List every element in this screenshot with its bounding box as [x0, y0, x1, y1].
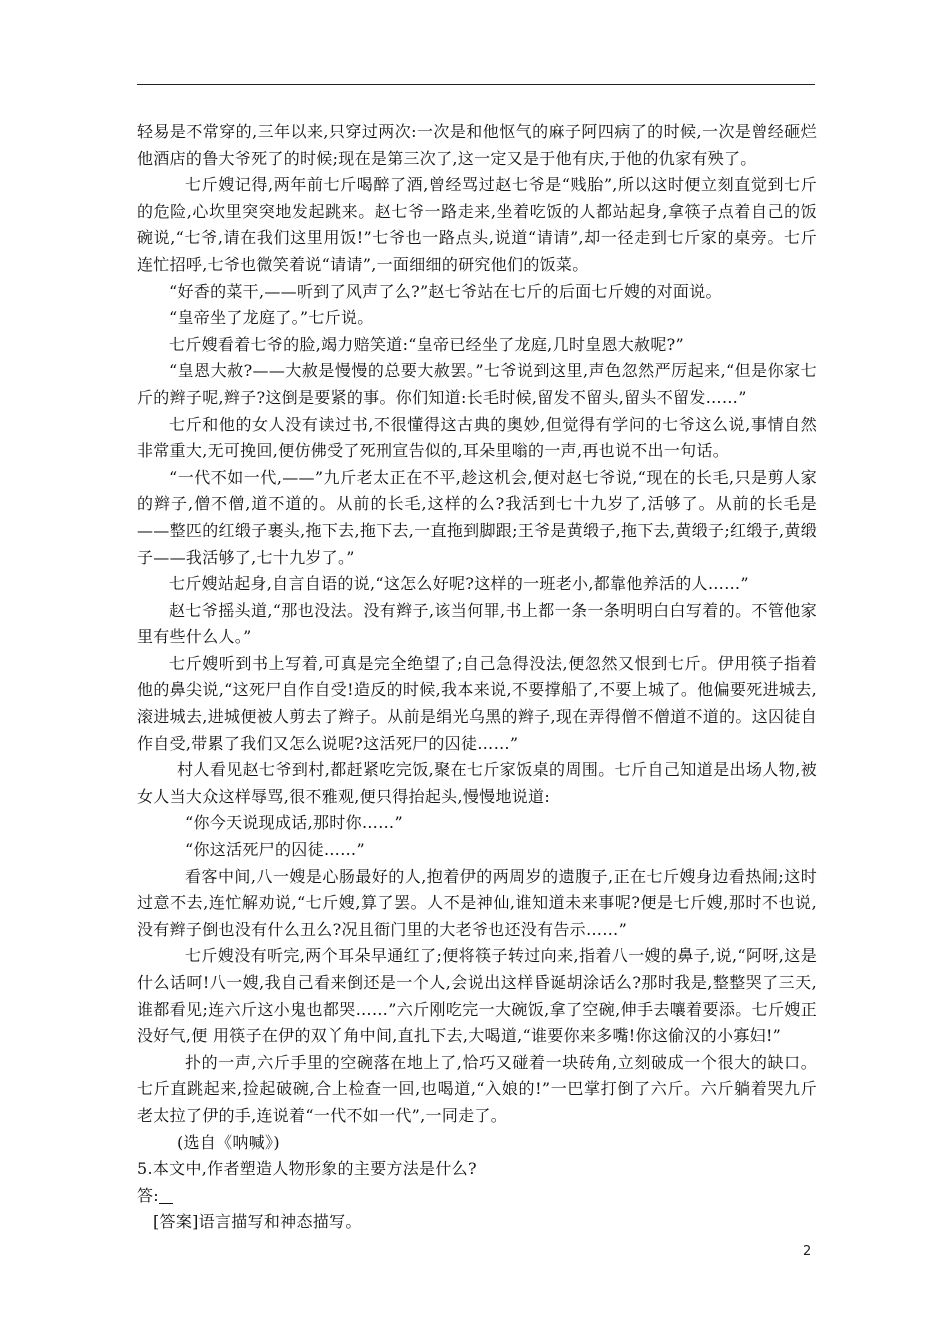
paragraph: “一代不如一代,——”九斤老太正在不平,趁这机会,便对赵七爷说,“现在的长毛,只是剪人家的辫子,僧不僧,道不道的。从前的长毛,这样的么?我活到七十九岁了,活够了。从前的长毛是——整匹的红缎子裹头,拖下去,拖下去,一直拖到脚跟;王爷是黄缎子,拖下去,黄缎子;红缎子,黄缎子——我活够了,七十九岁了。”: [137, 467, 817, 567]
answer-blank: [159, 1187, 173, 1204]
paragraph: 七斤和他的女人没有读过书,不很懂得这古典的奥妙,但觉得有学问的七爷这么说,事情自然非常重大,无可挽回,便仿佛受了死刑宣告似的,耳朵里嗡的一声,再也说不出一句话。: [137, 414, 817, 461]
answer-prefix: 答:: [137, 1185, 159, 1205]
page-number: 2: [803, 1244, 812, 1259]
header-rule: [137, 84, 815, 85]
answer-text: [答案]语言描写和神态描写。: [153, 1212, 362, 1232]
paragraph: 七斤嫂记得,两年前七斤喝醉了酒,曾经骂过赵七爷是“贱胎”,所以这时便立刻直觉到七斤的危险,心坎里突突地发起跳来。赵七爷一路走来,坐着吃饭的人都站起身,拿筷子点着自己的饭碗说,“七爷,请在我们这里用饭!”七爷也一路点头,说道“请请”,却一径走到七斤家的桌旁。七斤连忙招呼,七爷也微笑着说“请请”,一面细细的研究他们的饭菜。: [137, 175, 817, 274]
paragraph: 七斤嫂站起身,自言自语的说,“这怎么好呢?这样的一班老小,都靠他养活的人……”: [169, 574, 749, 594]
document-body: [137, 119, 817, 1236]
paragraph: 轻易是不常穿的,三年以来,只穿过两次:一次是和他怄气的麻子阿四病了的时候,一次是曾经砸烂他酒店的鲁大爷死了的时候;现在是第三次了,这一定又是于他有庆,于他的仇家有殃了。: [137, 122, 817, 168]
paragraph: “你这活死尸的囚徒……”: [185, 840, 365, 860]
paragraph: 七斤嫂没有听完,两个耳朵早通红了;便将筷子转过向来,指着八一嫂的鼻子,说,“阿呀,这是什么话呵!八一嫂,我自己看来倒还是一个人,会说出这样昏诞胡涂话么?那时我是,整整哭了三天,谁都看见;连六斤这小鬼也都哭……”六斤刚吃完一大碗饭,拿了空碗,伸手去嚷着要添。七斤嫂正没好气,便 用筷子在伊的双丫角中间,直扎下去,大喝道,“谁要你来多嘴!你这偷汉的小寡妇!”: [137, 946, 817, 1046]
paragraph: 扑的一声,六斤手里的空碗落在地上了,恰巧又碰着一块砖角,立刻破成一个很大的缺口。七斤直跳起来,捡起破碗,合上检查一回,也喝道,“入娘的!”一巴掌打倒了六斤。六斤躺着哭九斤老太拉了伊的手,连说着“一代不如一代”,一同走了。: [137, 1052, 817, 1125]
paragraph: “你今天说现成话,那时你……”: [185, 813, 403, 833]
paragraph: 村人看见赵七爷到村,都赶紧吃完饭,聚在七斤家饭桌的周围。七斤自己知道是出场人物,被女人当大众这样辱骂,很不雅观,便只得抬起头,慢慢地说道:: [137, 760, 817, 806]
paragraph: “皇恩大赦?——大赦是慢慢的总要大赦罢。”七爷说到这里,声色忽然严厉起来,“但是你家七斤的辫子呢,辫子?这倒是要紧的事。你们知道:长毛时候,留发不留头,留头不留发……”: [137, 361, 817, 407]
answer-line: [137, 1183, 817, 1210]
source-citation: (选自《呐喊》): [177, 1132, 280, 1152]
paragraph: 七斤嫂听到书上写着,可真是完全绝望了;自己急得没法,便忽然又恨到七斤。伊用筷子指着他的鼻尖说,“这死尸自作自受!造反的时候,我本来说,不要撑船了,不要上城了。他偏要死进城去,滚进城去,进城便被人剪去了辫子。从前是绢光乌黑的辫子,现在弄得僧不僧道不道的。这囚徒自作自受,带累了我们又怎么说呢?这活死尸的囚徒……”: [137, 653, 817, 753]
paragraph: 看客中间,八一嫂是心肠最好的人,抱着伊的两周岁的遗腹子,正在七斤嫂身边看热闹;这时过意不去,连忙解劝说,“七斤嫂,算了罢。人不是神仙,谁知道未来事呢?便是七斤嫂,那时不也说,没有辫子倒也没有什么丑么?况且衙门里的大老爷也还没有告示……”: [137, 866, 817, 939]
paragraph: 赵七爷摇头道,“那也没法。没有辫子,该当何罪,书上都一条一条明明白白写着的。不管他家里有些什么人。”: [137, 600, 817, 647]
paragraph: “皇帝坐了龙庭了。”七斤说。: [169, 308, 374, 328]
paragraph: 七斤嫂看着七爷的脸,竭力赔笑道:“皇帝已经坐了龙庭,几时皇恩大赦呢?”: [169, 334, 685, 354]
question-text: 5.本文中,作者塑造人物形象的主要方法是什么?: [137, 1159, 477, 1179]
paragraph: “好香的菜干,——听到了风声了么?”赵七爷站在七斤的后面七斤嫂的对面说。: [169, 281, 722, 301]
